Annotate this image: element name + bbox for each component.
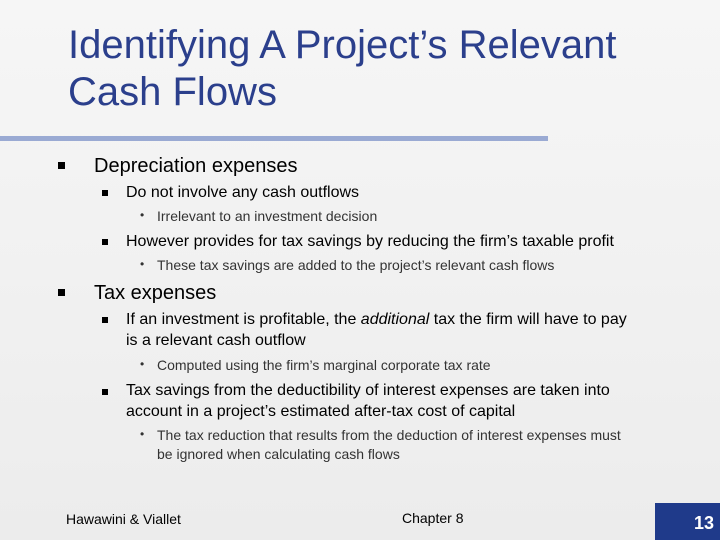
sub-bullet-additional-tax-line2: is a relevant cash outflow bbox=[126, 332, 306, 349]
page-number-box bbox=[655, 503, 720, 540]
sub-bullet-additional-tax-line1 bbox=[126, 309, 706, 330]
sub-sub-bullet-irrelevant: Irrelevant to an investment decision bbox=[157, 208, 378, 224]
dot-bullet-icon: • bbox=[140, 257, 145, 271]
square-bullet-icon bbox=[102, 389, 108, 395]
bullet-depreciation: Depreciation expenses bbox=[94, 155, 298, 177]
dot-bullet-icon: • bbox=[140, 357, 145, 371]
slide-title-line1: Identifying A Project’s Relevant bbox=[68, 23, 617, 67]
footer-chapter: Chapter 8 bbox=[402, 510, 464, 526]
dot-bullet-icon: • bbox=[140, 427, 145, 441]
sub-bullet-interest-line2: account in a project’s estimated after-tax cost of capital bbox=[126, 403, 516, 420]
sub-bullet-no-cash-outflows: Do not involve any cash outflows bbox=[126, 184, 360, 201]
text-segment: tax the firm will have to pay bbox=[429, 311, 627, 328]
square-bullet-icon bbox=[58, 289, 65, 296]
slide-title-line2: Cash Flows bbox=[68, 70, 277, 114]
text-segment: If an investment is profitable, the bbox=[126, 311, 361, 328]
sub-sub-bullet-ignored-line1: The tax reduction that results from the deduction of interest expenses must bbox=[157, 427, 621, 443]
sub-sub-bullet-marginal-rate: Computed using the firm’s marginal corporate tax rate bbox=[157, 357, 491, 373]
italic-segment: additional bbox=[360, 311, 430, 328]
sub-bullet-tax-savings: However provides for tax savings by reducing the firm’s taxable profit bbox=[126, 233, 614, 250]
slide-title bbox=[68, 22, 708, 116]
sub-bullet-interest-line1: Tax savings from the deductibility of interest expenses are taken into bbox=[126, 382, 610, 399]
page-number: 13 bbox=[693, 513, 714, 533]
sub-sub-bullet-added: These tax savings are added to the project’s relevant cash flows bbox=[157, 257, 555, 273]
sub-bullet-additional-tax bbox=[126, 309, 706, 351]
sub-sub-bullet-ignored bbox=[157, 426, 697, 464]
square-bullet-icon bbox=[58, 162, 65, 169]
square-bullet-icon bbox=[102, 317, 108, 323]
square-bullet-icon bbox=[102, 190, 108, 196]
title-divider bbox=[0, 136, 548, 141]
bullet-tax-expenses: Tax expenses bbox=[94, 282, 217, 304]
dot-bullet-icon: • bbox=[140, 208, 145, 222]
sub-bullet-interest-deductibility bbox=[126, 380, 706, 422]
sub-sub-bullet-ignored-line2: be ignored when calculating cash flows bbox=[157, 446, 400, 462]
footer-author: Hawawini & Viallet bbox=[66, 511, 181, 527]
square-bullet-icon bbox=[102, 239, 108, 245]
